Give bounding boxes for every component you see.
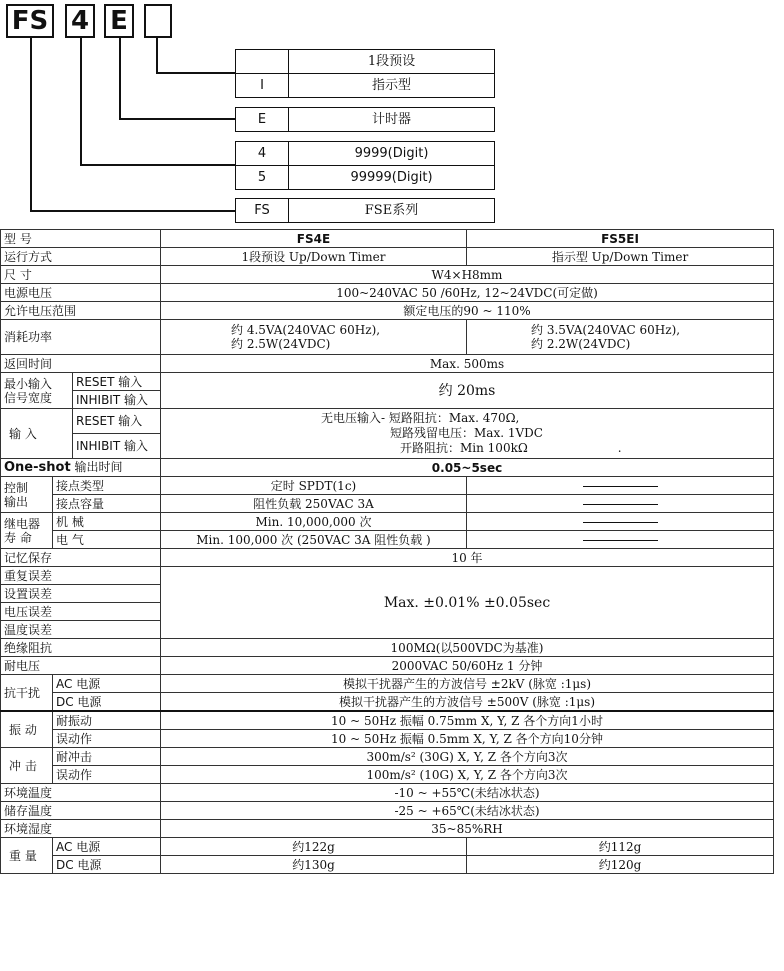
spec-label: 重 量 xyxy=(1,838,53,874)
spec-label-line: 继电器 xyxy=(4,516,41,531)
option-group-digits xyxy=(235,141,495,190)
input-line-3-text: 开路阻抗：Min 100kΩ xyxy=(400,441,528,455)
spec-value: Min. 100,000 次 (250VAC 3A 阻性负载 ) xyxy=(161,531,467,549)
spec-row-storage-temp xyxy=(1,802,774,820)
spec-label: 电压误差 xyxy=(1,603,161,621)
spec-sublabel: 机 械 xyxy=(53,513,161,531)
spec-label: 环境湿度 xyxy=(1,820,161,838)
code-box-digit: 4 xyxy=(65,4,95,38)
spec-label: 运行方式 xyxy=(1,248,161,266)
spec-value xyxy=(161,320,467,355)
spec-row-shock xyxy=(1,748,774,766)
option-row xyxy=(236,142,494,165)
option-code: FS xyxy=(236,199,289,222)
spec-row-weight xyxy=(1,838,774,856)
spec-label xyxy=(1,477,53,513)
consumption-b2: 约 2.2W(24VDC) xyxy=(531,337,631,351)
one-shot-bold: One-shot xyxy=(4,460,71,475)
spec-sublabel: 误动作 xyxy=(53,730,161,748)
option-row xyxy=(236,199,494,222)
spec-value: 约 20ms xyxy=(161,373,774,409)
option-group-series xyxy=(235,198,495,223)
spec-sublabel: 耐振动 xyxy=(53,711,161,730)
dash xyxy=(583,486,658,487)
connector-line xyxy=(119,38,121,118)
spec-label: 环境温度 xyxy=(1,784,161,802)
spec-sublabel: RESET 输入 xyxy=(73,373,161,391)
option-row xyxy=(236,73,494,97)
code-box-blank xyxy=(144,4,172,38)
spec-label: 重复误差 xyxy=(1,567,161,585)
spec-row-humidity xyxy=(1,820,774,838)
dash-cell xyxy=(467,531,774,549)
spec-label: 尺 寸 xyxy=(1,266,161,284)
input-dot: . xyxy=(617,441,622,455)
spec-label: 绝缘阻抗 xyxy=(1,639,161,657)
spec-value: -25 ~ +65℃(未结冰状态) xyxy=(161,802,774,820)
spec-row-errors xyxy=(1,567,774,585)
spec-value: Max. 500ms xyxy=(161,355,774,373)
consumption-a1: 约 4.5VA(240VAC 60Hz), xyxy=(231,323,381,337)
spec-label xyxy=(1,459,161,477)
code-box-fs: FS xyxy=(6,4,54,38)
model-b: FS5EI xyxy=(467,230,774,248)
spec-sublabel: INHIBIT 输入 xyxy=(73,434,161,459)
option-desc: FSE系列 xyxy=(364,203,419,218)
input-line-3 xyxy=(321,441,770,456)
spec-row-memory xyxy=(1,549,774,567)
spec-sublabel: 误动作 xyxy=(53,766,161,784)
spec-value: W4×H8mm xyxy=(161,266,774,284)
spec-label: 冲 击 xyxy=(1,748,53,784)
spec-value: Min. 10,000,000 次 xyxy=(161,513,467,531)
dash xyxy=(583,504,658,505)
option-desc: 指示型 xyxy=(371,78,411,93)
spec-sublabel: RESET 输入 xyxy=(73,409,161,434)
spec-value: 额定电压的90 ~ 110% xyxy=(161,302,774,320)
option-desc: 99999(Digit) xyxy=(350,170,433,185)
option-code xyxy=(236,50,289,73)
dash xyxy=(583,522,658,523)
spec-label: 返回时间 xyxy=(1,355,161,373)
one-shot-label: 输出时间 xyxy=(74,460,123,474)
connector-line xyxy=(156,72,235,74)
spec-label-line: 控制 xyxy=(4,480,29,495)
spec-value: 10 ~ 50Hz 振幅 0.5mm X, Y, Z 各个方向10分钟 xyxy=(161,730,774,748)
spec-label-line: 最小输入 xyxy=(4,376,53,391)
spec-row-noise xyxy=(1,675,774,693)
spec-row-consumption xyxy=(1,320,774,355)
spec-sublabel: 耐冲击 xyxy=(53,748,161,766)
spec-row-allow-voltage xyxy=(1,302,774,320)
input-line-2: 短路残留电压：Max. 1VDC xyxy=(390,426,543,440)
connector-line xyxy=(119,118,235,120)
spec-value: 阻性负载 250VAC 3A xyxy=(161,495,467,513)
option-desc: 1段预设 xyxy=(367,54,416,69)
spec-value: 指示型 Up/Down Timer xyxy=(467,248,774,266)
model-a: FS4E xyxy=(161,230,467,248)
spec-row-withstand xyxy=(1,657,774,675)
spec-row-insulation xyxy=(1,639,774,657)
spec-row-control xyxy=(1,477,774,495)
spec-value: 模拟干扰器产生的方波信号 ±500V (脉宽 :1μs) xyxy=(161,693,774,712)
spec-sublabel: AC 电源 xyxy=(53,675,161,693)
spec-value: 约120g xyxy=(467,856,774,874)
spec-value: 约122g xyxy=(161,838,467,856)
spec-sublabel: AC 电源 xyxy=(53,838,161,856)
spec-value: 约112g xyxy=(467,838,774,856)
spec-row-model xyxy=(1,230,774,248)
spec-row-input xyxy=(1,409,774,434)
spec-sublabel: DC 电源 xyxy=(53,693,161,712)
spec-value: 100~240VAC 50 /60Hz, 12~24VDC(可定做) xyxy=(161,284,774,302)
dash-cell xyxy=(467,513,774,531)
spec-label: 输 入 xyxy=(1,409,73,459)
spec-value xyxy=(467,320,774,355)
option-group-function xyxy=(235,49,495,98)
spec-row-noise-2 xyxy=(1,693,774,712)
input-line-1: 无电压输入- 短路阻抗：Max. 470Ω, xyxy=(321,411,520,425)
spec-sublabel: 接点类型 xyxy=(53,477,161,495)
connector-line xyxy=(30,210,235,212)
dash-cell xyxy=(467,477,774,495)
spec-sublabel: INHIBIT 输入 xyxy=(73,391,161,409)
consumption-b1: 约 3.5VA(240VAC 60Hz), xyxy=(531,323,681,337)
spec-value xyxy=(161,409,774,459)
option-code: 4 xyxy=(236,142,289,165)
spec-label: 消耗功率 xyxy=(1,320,161,355)
spec-value: 10 年 xyxy=(161,549,774,567)
connector-line xyxy=(156,38,158,72)
spec-label: 温度误差 xyxy=(1,621,161,639)
option-row xyxy=(236,108,494,131)
connector-line xyxy=(80,164,235,166)
spec-label: 储存温度 xyxy=(1,802,161,820)
spec-value: 2000VAC 50/60Hz 1 分钟 xyxy=(161,657,774,675)
spec-sublabel: 电 气 xyxy=(53,531,161,549)
spec-value: 模拟干扰器产生的方波信号 ±2kV (脉宽 :1μs) xyxy=(161,675,774,693)
spec-row-vibration xyxy=(1,711,774,730)
dash-cell xyxy=(467,495,774,513)
spec-label xyxy=(1,513,53,549)
spec-row-one-shot xyxy=(1,459,774,477)
dash xyxy=(583,540,658,541)
spec-value: 10 ~ 50Hz 振幅 0.75mm X, Y, Z 各个方向1小时 xyxy=(161,711,774,730)
spec-row-mode xyxy=(1,248,774,266)
spec-row-min-input xyxy=(1,373,774,391)
spec-value: -10 ~ +55℃(未结冰状态) xyxy=(161,784,774,802)
spec-value: 100m/s² (10G) X, Y, Z 各个方向3次 xyxy=(161,766,774,784)
connector-line xyxy=(80,38,82,164)
spec-label: 型 号 xyxy=(1,230,161,248)
spec-value: Max. ±0.01% ±0.05sec xyxy=(161,567,774,639)
spec-label: 抗干扰 xyxy=(1,675,53,712)
option-desc: 计时器 xyxy=(371,112,411,127)
spec-row-vibration-2 xyxy=(1,730,774,748)
spec-value: 35~85%RH xyxy=(161,820,774,838)
spec-row-relay-life-2 xyxy=(1,531,774,549)
option-group-type xyxy=(235,107,495,132)
spec-label: 设置误差 xyxy=(1,585,161,603)
option-code: 5 xyxy=(236,166,289,189)
spec-value: 约130g xyxy=(161,856,467,874)
spec-row-return-time xyxy=(1,355,774,373)
consumption-a2: 约 2.5W(24VDC) xyxy=(231,337,331,351)
spec-row-shock-2 xyxy=(1,766,774,784)
spec-row-relay-life xyxy=(1,513,774,531)
spec-table xyxy=(0,229,774,874)
spec-label: 允许电压范围 xyxy=(1,302,161,320)
code-box-e: E xyxy=(104,4,134,38)
spec-row-power xyxy=(1,284,774,302)
spec-value: 0.05~5sec xyxy=(161,459,774,477)
option-row xyxy=(236,165,494,189)
spec-sublabel: DC 电源 xyxy=(53,856,161,874)
spec-row-weight-2 xyxy=(1,856,774,874)
spec-label-line: 输出 xyxy=(4,494,29,509)
option-desc: 9999(Digit) xyxy=(354,146,429,161)
spec-label xyxy=(1,373,73,409)
spec-label: 耐电压 xyxy=(1,657,161,675)
spec-label: 振 动 xyxy=(1,711,53,748)
spec-label-line: 寿 命 xyxy=(4,530,32,545)
spec-value: 定时 SPDT(1c) xyxy=(161,477,467,495)
spec-row-control-2 xyxy=(1,495,774,513)
spec-label: 记忆保存 xyxy=(1,549,161,567)
spec-sublabel: 接点容量 xyxy=(53,495,161,513)
connector-line xyxy=(30,38,32,210)
spec-label: 电源电压 xyxy=(1,284,161,302)
option-code: E xyxy=(236,108,289,131)
spec-value: 1段预设 Up/Down Timer xyxy=(161,248,467,266)
option-row xyxy=(236,50,494,73)
spec-row-size xyxy=(1,266,774,284)
option-code: I xyxy=(236,74,289,97)
spec-value: 100MΩ(以500VDC为基准) xyxy=(161,639,774,657)
spec-label-line: 信号宽度 xyxy=(4,390,53,405)
spec-row-ambient-temp xyxy=(1,784,774,802)
spec-value: 300m/s² (30G) X, Y, Z 各个方向3次 xyxy=(161,748,774,766)
